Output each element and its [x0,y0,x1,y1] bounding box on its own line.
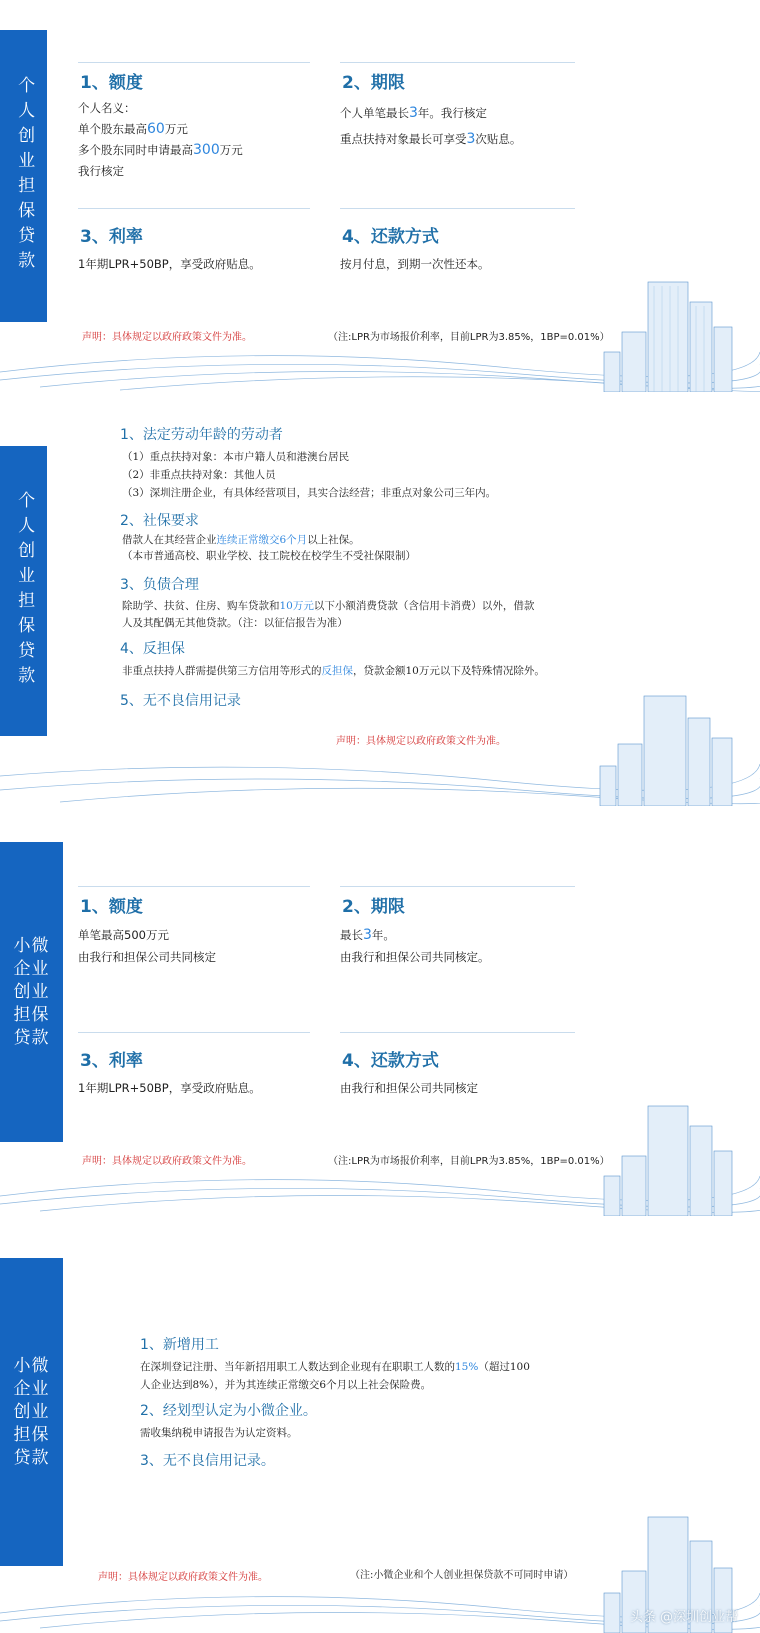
card-amount [78,886,310,1026]
card-title: 2、期限 [342,73,405,93]
card-title: 2、期限 [342,897,405,917]
card-title: 1、额度 [80,897,143,917]
text-line: 我行核定 [78,164,124,178]
panel-personal-loan-eligibility [0,410,760,806]
card-body: 由我行和担保公司共同核定 [340,1081,478,1095]
card-term [340,886,575,1026]
section-title: 2、社保要求 [120,513,199,529]
section-title: 4、反担保 [120,641,185,657]
text-line: （3）深圳注册企业，有具体经营项目，具实合法经营；非重点对象公司三年内。 [122,487,497,499]
policy-statement: 声明：具体规定以政府政策文件为准。 [336,736,506,747]
policy-statement: 声明：具体规定以政府政策文件为准。 [82,332,252,343]
text-line: 单个股东最高60万元 [78,121,188,137]
card-title: 1、额度 [80,73,143,93]
divider [340,208,575,209]
sidebar-text: 个人创业担保贷款 [14,491,35,691]
divider [78,208,310,209]
panel-personal-loan-terms [0,0,760,392]
section-body: 需收集纳税申请报告为认定资料。 [140,1427,298,1439]
divider [78,886,310,887]
sidebar-text: 个人创业担保贷款 [14,76,35,276]
text-line: 由我行和担保公司共同核定 [78,950,216,964]
text-line: 个人名义： [78,101,136,115]
text-line: （本市普通高校、职业学校、技工院校在校学生不受社保限制） [122,550,416,562]
policy-statement: 声明：具体规定以政府政策文件为准。 [82,1156,252,1167]
section-title: 3、负债合理 [120,577,199,593]
card-amount [78,62,310,202]
text-line: 人及其配偶无其他贷款。（注：以征信报告为准） [122,617,348,629]
text-line: 在深圳登记注册、当年新招用职工人数达到企业现有在职职工人数的15%（超过100 [140,1361,530,1373]
card-body [78,924,216,968]
section-title: 1、新增用工 [140,1337,219,1353]
panel-small-business-loan-eligibility [0,1236,760,1633]
text-line: （1）重点扶持对象：本市户籍人员和港澳台居民 [122,451,350,463]
card-body: 1年期LPR+50BP，享受政府贴息。 [78,257,261,271]
card-body [78,98,243,182]
card-body [340,100,521,152]
text-line: 最长3年。 [340,927,395,943]
text-line: 人企业达到8%），并为其连续正常缴交6个月以上社会保险费。 [140,1379,432,1391]
text-line: （2）非重点扶持对象：其他人员 [122,469,276,481]
section-title: 2、经划型认定为小微企业。 [140,1403,317,1419]
text-line: 个人单笔最长3年。我行核定 [340,105,487,121]
watermark: 头条 @深圳创业帮 [629,1610,738,1625]
divider [340,1032,575,1033]
section-title: 1、法定劳动年龄的劳动者 [120,427,283,443]
section-body [122,598,534,632]
text-line: 借款人在其经营企业连续正常缴交6个月以上社保。 [122,534,360,546]
section-body [122,532,416,564]
city-skyline-decoration [0,1096,760,1216]
card-term [340,62,575,202]
text-line: 多个股东同时申请最高300万元 [78,142,243,158]
divider [78,1032,310,1033]
card-title: 3、利率 [80,1051,143,1071]
text-line: 重点扶持对象最长可享受3次贴息。 [340,131,522,147]
lpr-note: （注:LPR为市场报价利率，目前LPR为3.85%，1BP=0.01%） [328,332,610,343]
panel-small-business-loan-terms [0,824,760,1216]
section-title: 5、无不良信用记录 [120,693,241,709]
divider [340,62,575,63]
card-body: 1年期LPR+50BP，享受政府贴息。 [78,1081,261,1095]
section-body [122,448,496,502]
text-line: 除助学、扶贫、住房、购车贷款和10万元以下小额消费贷款（含信用卡消费）以外，借款 [122,600,535,612]
city-skyline-decoration [0,272,760,392]
card-body [340,924,490,968]
text-line: 单笔最高500万元 [78,928,169,942]
divider [78,62,310,63]
section-body [122,662,545,680]
card-title: 3、利率 [80,227,143,247]
divider [340,886,575,887]
card-body: 按月付息，到期一次性还本。 [340,257,490,271]
policy-statement: 声明：具体规定以政府政策文件为准。 [98,1572,268,1583]
lpr-note: （注:LPR为市场报价利率，目前LPR为3.85%，1BP=0.01%） [328,1156,610,1167]
city-skyline-decoration [0,686,760,806]
sidebar-text: 小微企业创业担保贷款 [13,935,50,1048]
section-body [140,1358,530,1394]
sidebar-text: 小微企业创业担保贷款 [13,1355,50,1468]
text-line: 非重点扶持人群需提供第三方信用等形式的反担保，贷款金额10万元以下及特殊情况除外。 [122,665,545,677]
section-title: 3、无不良信用记录。 [140,1453,275,1469]
card-title: 4、还款方式 [342,1051,439,1071]
text-line: 由我行和担保公司共同核定。 [340,950,490,964]
exclusivity-note: （注:小微企业和个人创业担保贷款不可同时申请） [350,1570,574,1581]
card-title: 4、还款方式 [342,227,439,247]
